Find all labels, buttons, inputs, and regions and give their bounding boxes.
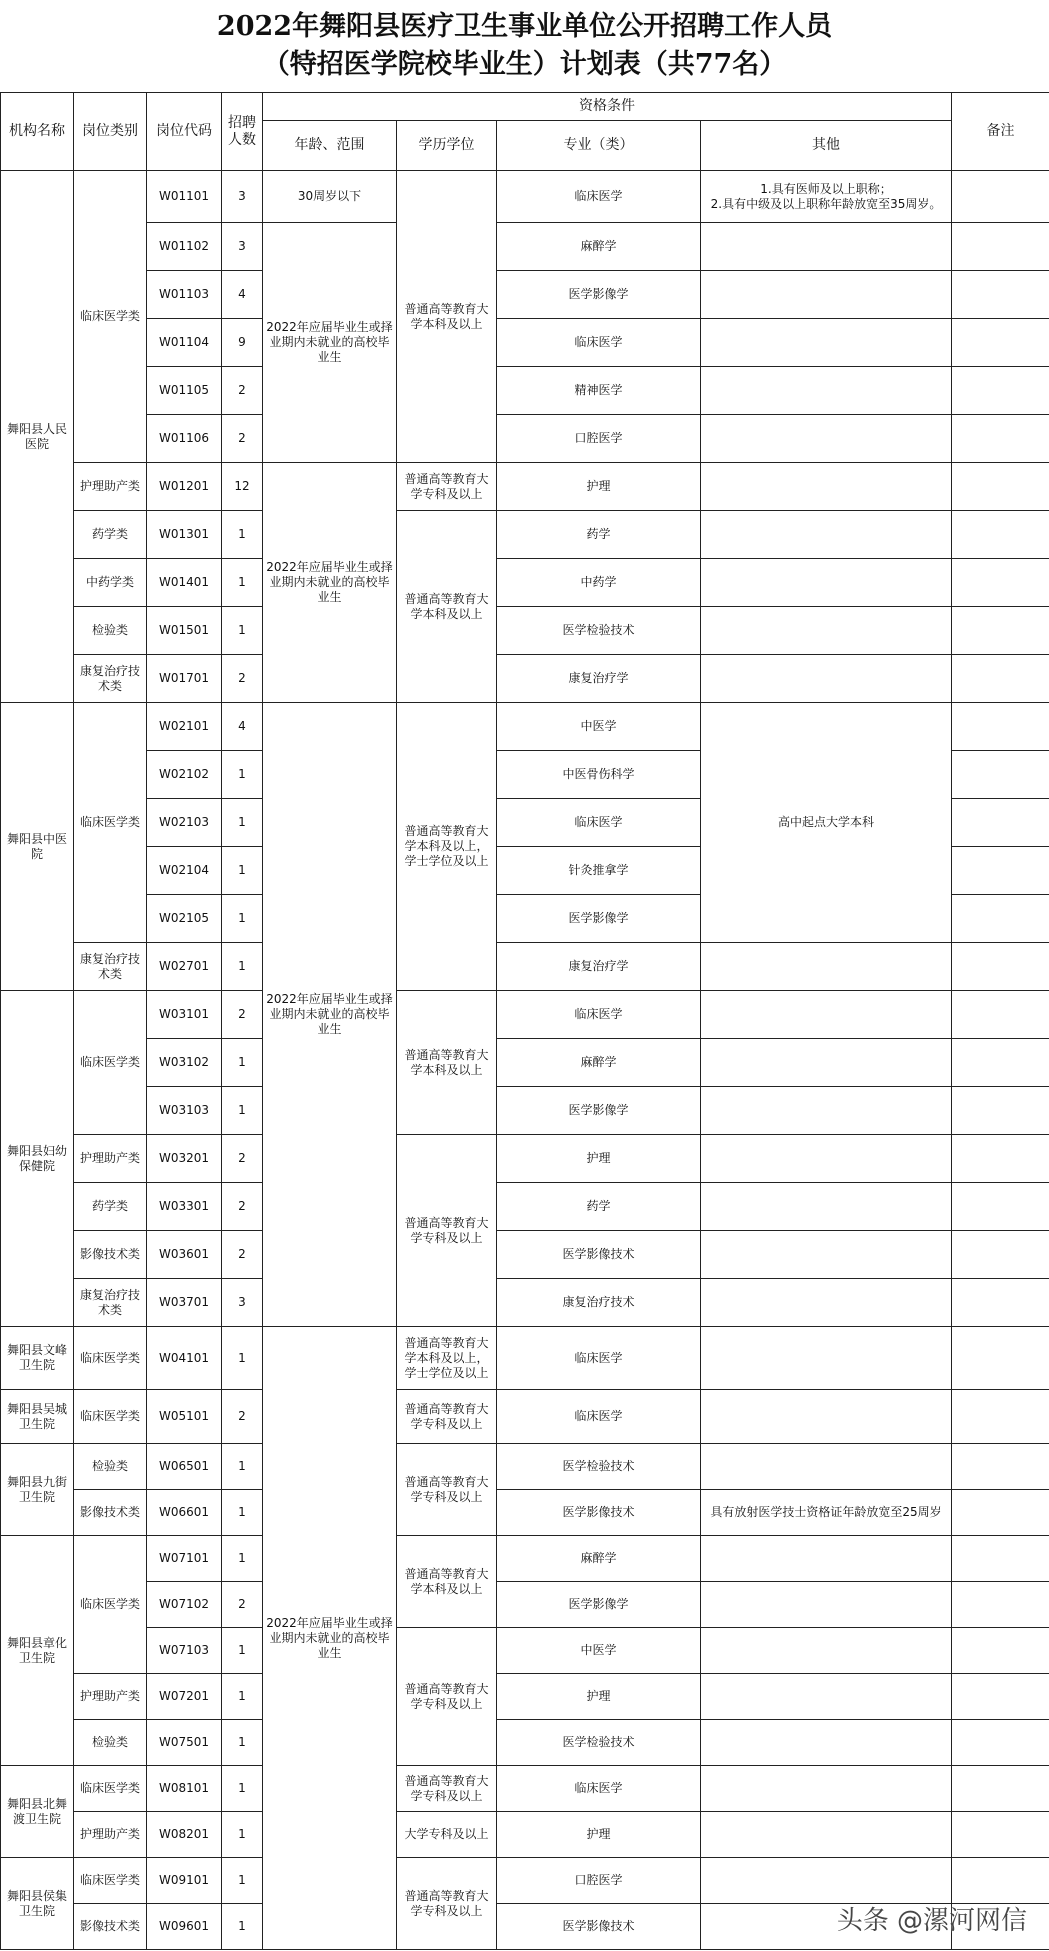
cell-count: 1 [222, 559, 263, 607]
cell-code: W02101 [147, 703, 222, 751]
cell-remarks [952, 511, 1049, 559]
title-line-2: （特招医学院校毕业生）计划表（共77名） [262, 49, 787, 80]
cell-remarks [952, 943, 1049, 991]
cell-count: 2 [222, 1582, 263, 1628]
cell-remarks [952, 1674, 1049, 1720]
cell-other [701, 1766, 952, 1812]
cell-institution: 舞阳县文峰卫生院 [1, 1327, 74, 1390]
cell-code: W01101 [147, 171, 222, 223]
cell-major: 医学影像学 [497, 895, 701, 943]
cell-other [701, 319, 952, 367]
cell-count: 2 [222, 655, 263, 703]
cell-other [701, 463, 952, 511]
cell-count: 1 [222, 1327, 263, 1390]
cell-major: 临床医学 [497, 1766, 701, 1812]
header-remarks: 备注 [952, 93, 1049, 171]
cell-major: 临床医学 [497, 319, 701, 367]
header-major: 专业（类） [497, 121, 701, 171]
cell-education: 普通高等教育大学本科及以上 [397, 991, 497, 1135]
cell-major: 临床医学 [497, 1390, 701, 1444]
cell-remarks [952, 847, 1049, 895]
cell-remarks [952, 799, 1049, 847]
cell-category: 临床医学类 [74, 171, 147, 463]
document-title [0, 0, 1049, 92]
cell-other [701, 991, 952, 1039]
cell-count: 1 [222, 751, 263, 799]
cell-code: W02701 [147, 943, 222, 991]
cell-remarks [952, 1087, 1049, 1135]
cell-count: 1 [222, 1766, 263, 1812]
cell-count: 1 [222, 1904, 263, 1950]
cell-education: 普通高等教育大学专科及以上 [397, 1766, 497, 1812]
cell-major: 康复治疗学 [497, 655, 701, 703]
cell-major: 医学影像学 [497, 1582, 701, 1628]
cell-code: W06501 [147, 1444, 222, 1490]
cell-count: 2 [222, 1183, 263, 1231]
cell-remarks [952, 367, 1049, 415]
cell-age: 2022年应届毕业生或择业期内未就业的高校毕业生 [263, 1327, 397, 1950]
cell-category: 药学类 [74, 1183, 147, 1231]
cell-major: 精神医学 [497, 367, 701, 415]
cell-other [701, 415, 952, 463]
cell-code: W07103 [147, 1628, 222, 1674]
cell-category: 临床医学类 [74, 1327, 147, 1390]
cell-category: 影像技术类 [74, 1231, 147, 1279]
cell-remarks [952, 991, 1049, 1039]
cell-major: 口腔医学 [497, 415, 701, 463]
cell-other [701, 367, 952, 415]
cell-code: W03103 [147, 1087, 222, 1135]
cell-category: 康复治疗技术类 [74, 943, 147, 991]
cell-remarks [952, 1490, 1049, 1536]
header-education: 学历学位 [397, 121, 497, 171]
cell-code: W02104 [147, 847, 222, 895]
cell-code: W01106 [147, 415, 222, 463]
cell-major: 临床医学 [497, 1327, 701, 1390]
cell-count: 2 [222, 1231, 263, 1279]
cell-category: 护理助产类 [74, 1674, 147, 1720]
cell-code: W05101 [147, 1390, 222, 1444]
cell-code: W07201 [147, 1674, 222, 1720]
cell-other [701, 1231, 952, 1279]
cell-count: 1 [222, 511, 263, 559]
cell-education: 普通高等教育大学专科及以上 [397, 463, 497, 511]
cell-code: W02105 [147, 895, 222, 943]
cell-other [701, 1390, 952, 1444]
cell-category: 临床医学类 [74, 1766, 147, 1812]
cell-remarks [952, 607, 1049, 655]
cell-major: 医学影像学 [497, 271, 701, 319]
cell-remarks [952, 1135, 1049, 1183]
cell-education: 普通高等教育大学专科及以上 [397, 1390, 497, 1444]
cell-count: 2 [222, 991, 263, 1039]
cell-category: 检验类 [74, 1444, 147, 1490]
cell-other [701, 1582, 952, 1628]
recruitment-plan-table [0, 92, 1049, 1950]
cell-education: 普通高等教育大学本科及以上 [397, 1536, 497, 1628]
cell-count: 2 [222, 1135, 263, 1183]
cell-code: W03102 [147, 1039, 222, 1087]
cell-other [701, 1087, 952, 1135]
cell-remarks [952, 703, 1049, 751]
cell-count: 4 [222, 703, 263, 751]
cell-major: 中医学 [497, 1628, 701, 1674]
cell-remarks [952, 1279, 1049, 1327]
cell-code: W03101 [147, 991, 222, 1039]
cell-other: 1.具有医师及以上职称； 2.具有中级及以上职称年龄放宽至35周岁。 [701, 171, 952, 223]
cell-institution: 舞阳县章化卫生院 [1, 1536, 74, 1766]
cell-category: 护理助产类 [74, 1135, 147, 1183]
cell-major: 药学 [497, 511, 701, 559]
cell-count: 1 [222, 1628, 263, 1674]
cell-major: 医学检验技术 [497, 1444, 701, 1490]
cell-major: 麻醉学 [497, 1039, 701, 1087]
cell-remarks [952, 1536, 1049, 1582]
cell-major: 医学检验技术 [497, 607, 701, 655]
cell-other [701, 1183, 952, 1231]
cell-other: 具有放射医学技士资格证年龄放宽至25周岁 [701, 1490, 952, 1536]
cell-category: 护理助产类 [74, 1812, 147, 1858]
cell-category: 检验类 [74, 1720, 147, 1766]
cell-code: W07101 [147, 1536, 222, 1582]
cell-major: 中药学 [497, 559, 701, 607]
cell-major: 中医骨伤科学 [497, 751, 701, 799]
cell-category: 中药学类 [74, 559, 147, 607]
cell-count: 1 [222, 847, 263, 895]
cell-education: 普通高等教育大学本科及以上，学士学位及以上 [397, 703, 497, 991]
cell-remarks [952, 1812, 1049, 1858]
cell-major: 护理 [497, 1674, 701, 1720]
cell-major: 康复治疗技术 [497, 1279, 701, 1327]
cell-other [701, 1674, 952, 1720]
cell-education: 普通高等教育大学专科及以上 [397, 1858, 497, 1950]
header-age: 年龄、范围 [263, 121, 397, 171]
cell-code: W09601 [147, 1904, 222, 1950]
cell-other: 高中起点大学本科 [701, 703, 952, 943]
cell-count: 2 [222, 415, 263, 463]
cell-major: 药学 [497, 1183, 701, 1231]
cell-category: 药学类 [74, 511, 147, 559]
cell-code: W08201 [147, 1812, 222, 1858]
cell-count: 1 [222, 1720, 263, 1766]
cell-code: W09101 [147, 1858, 222, 1904]
cell-count: 1 [222, 1674, 263, 1720]
cell-category: 临床医学类 [74, 991, 147, 1135]
cell-major: 麻醉学 [497, 1536, 701, 1582]
cell-institution: 舞阳县人民医院 [1, 171, 74, 703]
cell-major: 医学影像学 [497, 1087, 701, 1135]
cell-count: 1 [222, 943, 263, 991]
cell-institution: 舞阳县九街卫生院 [1, 1444, 74, 1536]
cell-count: 9 [222, 319, 263, 367]
cell-code: W06601 [147, 1490, 222, 1536]
cell-code: W03301 [147, 1183, 222, 1231]
cell-education: 普通高等教育大学本科及以上，学士学位及以上 [397, 1327, 497, 1390]
cell-code: W01102 [147, 223, 222, 271]
cell-count: 12 [222, 463, 263, 511]
cell-major: 临床医学 [497, 799, 701, 847]
cell-other [701, 271, 952, 319]
cell-code: W03201 [147, 1135, 222, 1183]
cell-count: 1 [222, 895, 263, 943]
cell-code: W01105 [147, 367, 222, 415]
cell-age: 2022年应届毕业生或择业期内未就业的高校毕业生 [263, 463, 397, 703]
cell-remarks [952, 1444, 1049, 1490]
cell-remarks [952, 1858, 1049, 1904]
cell-category: 临床医学类 [74, 1858, 147, 1904]
cell-code: W08101 [147, 1766, 222, 1812]
cell-count: 3 [222, 1279, 263, 1327]
cell-institution: 舞阳县侯集卫生院 [1, 1858, 74, 1950]
cell-remarks [952, 559, 1049, 607]
cell-count: 2 [222, 1390, 263, 1444]
cell-other [701, 1858, 952, 1904]
cell-age: 30周岁以下 [263, 171, 397, 223]
cell-remarks [952, 1766, 1049, 1812]
cell-remarks [952, 1582, 1049, 1628]
cell-remarks [952, 463, 1049, 511]
cell-major: 临床医学 [497, 171, 701, 223]
cell-major: 医学影像技术 [497, 1231, 701, 1279]
cell-education: 普通高等教育大学专科及以上 [397, 1135, 497, 1327]
cell-category: 临床医学类 [74, 703, 147, 943]
cell-age: 2022年应届毕业生或择业期内未就业的高校毕业生 [263, 703, 397, 1327]
cell-category: 影像技术类 [74, 1904, 147, 1950]
cell-code: W01103 [147, 271, 222, 319]
cell-major: 护理 [497, 1135, 701, 1183]
cell-education: 普通高等教育大学本科及以上 [397, 511, 497, 703]
cell-other [701, 1720, 952, 1766]
header-other: 其他 [701, 121, 952, 171]
cell-count: 3 [222, 171, 263, 223]
cell-other [701, 1039, 952, 1087]
cell-code: W01104 [147, 319, 222, 367]
cell-education: 普通高等教育大学专科及以上 [397, 1444, 497, 1536]
cell-institution: 舞阳县北舞渡卫生院 [1, 1766, 74, 1858]
cell-code: W01301 [147, 511, 222, 559]
cell-major: 中医学 [497, 703, 701, 751]
cell-remarks [952, 1628, 1049, 1674]
cell-age: 2022年应届毕业生或择业期内未就业的高校毕业生 [263, 223, 397, 463]
cell-remarks [952, 751, 1049, 799]
cell-count: 1 [222, 1039, 263, 1087]
cell-code: W01501 [147, 607, 222, 655]
cell-code: W07102 [147, 1582, 222, 1628]
cell-other [701, 943, 952, 991]
cell-remarks [952, 223, 1049, 271]
cell-major: 医学影像技术 [497, 1904, 701, 1950]
cell-institution: 舞阳县吴城卫生院 [1, 1390, 74, 1444]
cell-other [701, 1812, 952, 1858]
cell-count: 1 [222, 1087, 263, 1135]
cell-major: 护理 [497, 463, 701, 511]
cell-major: 医学检验技术 [497, 1720, 701, 1766]
cell-other [701, 1444, 952, 1490]
cell-count: 1 [222, 1444, 263, 1490]
cell-category: 康复治疗技术类 [74, 655, 147, 703]
cell-category: 检验类 [74, 607, 147, 655]
cell-major: 医学影像技术 [497, 1490, 701, 1536]
cell-other [701, 1279, 952, 1327]
cell-remarks [952, 271, 1049, 319]
cell-count: 3 [222, 223, 263, 271]
cell-code: W03601 [147, 1231, 222, 1279]
cell-remarks [952, 415, 1049, 463]
cell-code: W02103 [147, 799, 222, 847]
cell-remarks [952, 1327, 1049, 1390]
cell-code: W04101 [147, 1327, 222, 1390]
header-count: 招聘人数 [222, 93, 263, 171]
cell-category: 临床医学类 [74, 1536, 147, 1674]
cell-other [701, 1327, 952, 1390]
cell-count: 1 [222, 607, 263, 655]
cell-remarks [952, 655, 1049, 703]
cell-count: 1 [222, 1812, 263, 1858]
cell-major: 康复治疗学 [497, 943, 701, 991]
cell-other [701, 511, 952, 559]
cell-category: 临床医学类 [74, 1390, 147, 1444]
cell-education: 普通高等教育大学专科及以上 [397, 1628, 497, 1766]
cell-category: 康复治疗技术类 [74, 1279, 147, 1327]
cell-institution: 舞阳县中医院 [1, 703, 74, 991]
cell-education: 普通高等教育大学本科及以上 [397, 171, 497, 463]
cell-institution: 舞阳县妇幼保健院 [1, 991, 74, 1327]
cell-code: W03701 [147, 1279, 222, 1327]
cell-count: 1 [222, 1858, 263, 1904]
header-qualifications: 资格条件 [263, 93, 952, 121]
cell-other [701, 1135, 952, 1183]
cell-major: 口腔医学 [497, 1858, 701, 1904]
cell-major: 麻醉学 [497, 223, 701, 271]
cell-remarks [952, 1231, 1049, 1279]
cell-other [701, 1536, 952, 1582]
cell-category: 影像技术类 [74, 1490, 147, 1536]
cell-other [701, 1628, 952, 1674]
cell-code: W02102 [147, 751, 222, 799]
cell-code: W07501 [147, 1720, 222, 1766]
cell-other [701, 223, 952, 271]
cell-count: 1 [222, 1536, 263, 1582]
cell-major: 临床医学 [497, 991, 701, 1039]
cell-remarks [952, 319, 1049, 367]
cell-remarks [952, 1720, 1049, 1766]
cell-code: W01401 [147, 559, 222, 607]
cell-education: 大学专科及以上 [397, 1812, 497, 1858]
cell-code: W01701 [147, 655, 222, 703]
header-code: 岗位代码 [147, 93, 222, 171]
header-category: 岗位类别 [74, 93, 147, 171]
cell-other [701, 655, 952, 703]
cell-major: 护理 [497, 1812, 701, 1858]
title-line-1: 2022年舞阳县医疗卫生事业单位公开招聘工作人员 [216, 11, 833, 42]
cell-count: 1 [222, 1490, 263, 1536]
cell-count: 2 [222, 367, 263, 415]
cell-count: 1 [222, 799, 263, 847]
cell-other [701, 607, 952, 655]
cell-remarks [952, 1390, 1049, 1444]
cell-remarks [952, 1039, 1049, 1087]
cell-count: 4 [222, 271, 263, 319]
cell-remarks [952, 171, 1049, 223]
header-institution: 机构名称 [1, 93, 74, 171]
cell-remarks [952, 1183, 1049, 1231]
cell-other [701, 559, 952, 607]
watermark: 头条 @漯河网信 [836, 1906, 1027, 1936]
cell-major: 针灸推拿学 [497, 847, 701, 895]
cell-code: W01201 [147, 463, 222, 511]
cell-category: 护理助产类 [74, 463, 147, 511]
cell-remarks [952, 895, 1049, 943]
